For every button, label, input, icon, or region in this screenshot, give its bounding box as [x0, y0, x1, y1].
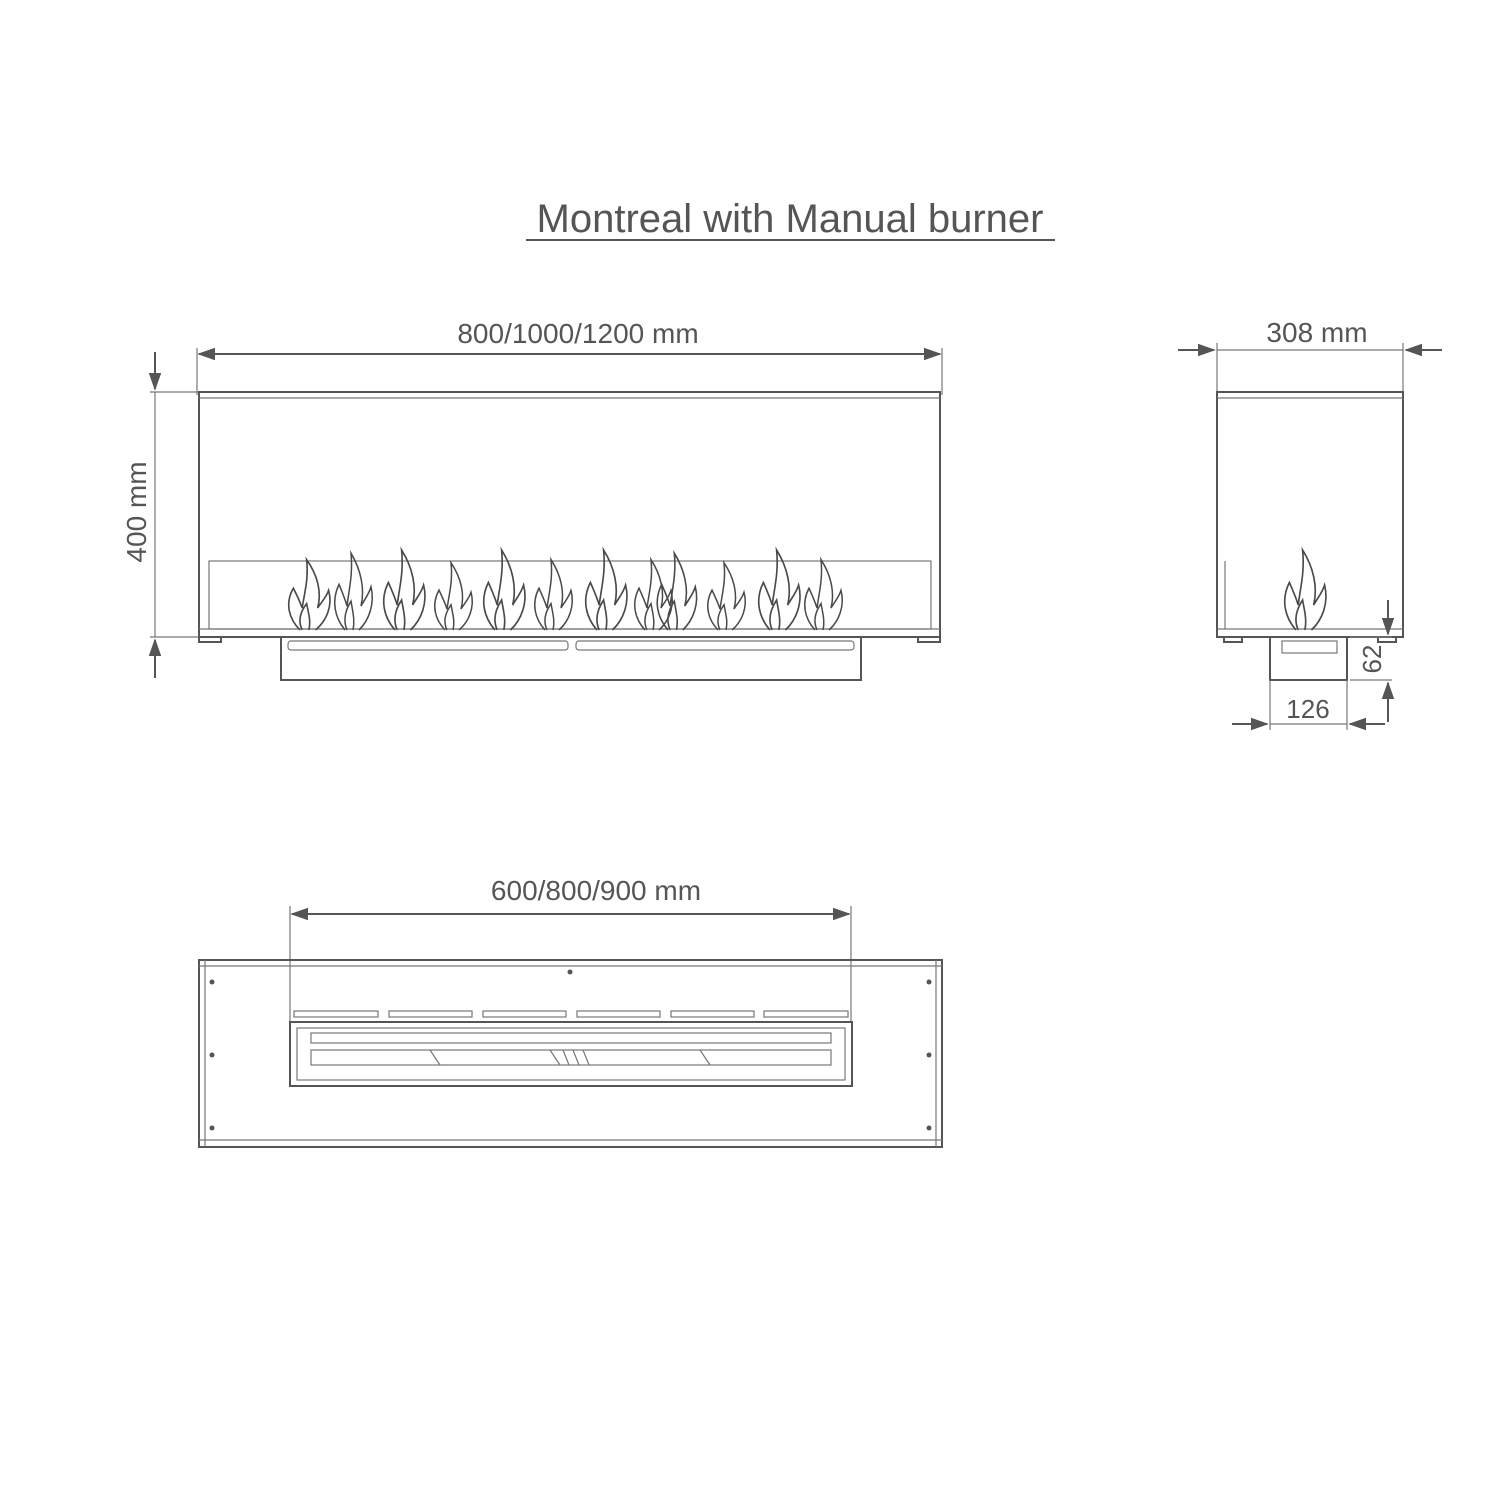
front-body	[199, 392, 940, 637]
side-burner-slot	[1282, 641, 1337, 653]
depth-label: 308 mm	[1266, 317, 1368, 348]
front-view	[121, 318, 942, 680]
flame-icon	[435, 563, 473, 630]
top-view	[199, 875, 942, 1147]
burner-height-label: 62	[1357, 644, 1387, 674]
vent-slot	[671, 1011, 754, 1017]
diagram-title	[526, 197, 1055, 241]
front-burner-slot-right	[576, 641, 854, 650]
vent-slot	[483, 1011, 566, 1017]
flame-icon	[289, 560, 330, 630]
top-burner-dividers	[430, 1050, 710, 1065]
top-burner-rail	[311, 1033, 831, 1043]
title-text: Montreal with Manual burner	[536, 197, 1044, 241]
flame-icon	[1285, 550, 1326, 630]
flame-icon	[759, 550, 800, 630]
vent-slot	[294, 1011, 378, 1017]
top-burner-frame	[297, 1028, 845, 1080]
screw-hole	[210, 980, 215, 985]
front-flame-row	[289, 550, 843, 630]
front-width-label: 800/1000/1200 mm	[457, 318, 699, 349]
flame-icon	[484, 550, 525, 630]
front-foot-right	[918, 637, 940, 642]
screw-hole	[568, 970, 573, 975]
top-width-label: 600/800/900 mm	[490, 875, 702, 906]
flame-icon	[335, 553, 373, 630]
screw-hole	[210, 1126, 215, 1131]
vent-slot	[389, 1011, 472, 1017]
flame-icon	[535, 560, 573, 630]
side-body	[1217, 392, 1403, 637]
front-glass-panel	[209, 561, 931, 629]
top-burner-opening	[290, 1022, 852, 1086]
height-label: 400 mm	[121, 461, 152, 563]
front-foot-left	[199, 637, 221, 642]
front-burner-tray	[281, 637, 861, 680]
side-foot-right	[1378, 637, 1396, 642]
vent-slot	[764, 1011, 848, 1017]
screw-hole	[927, 1053, 932, 1058]
side-foot-left	[1224, 637, 1242, 642]
burner-width-label: 126	[1286, 694, 1330, 724]
screw-hole	[927, 1126, 932, 1131]
vent-slot	[577, 1011, 660, 1017]
flame-icon	[805, 560, 843, 630]
flame-icon	[708, 563, 746, 630]
side-view	[1178, 317, 1442, 730]
front-burner-slot-left	[288, 641, 568, 650]
top-burner-channel	[311, 1050, 831, 1065]
flame-icon	[586, 550, 627, 630]
screw-hole	[927, 980, 932, 985]
screw-hole	[210, 1053, 215, 1058]
flame-icon	[384, 550, 425, 630]
